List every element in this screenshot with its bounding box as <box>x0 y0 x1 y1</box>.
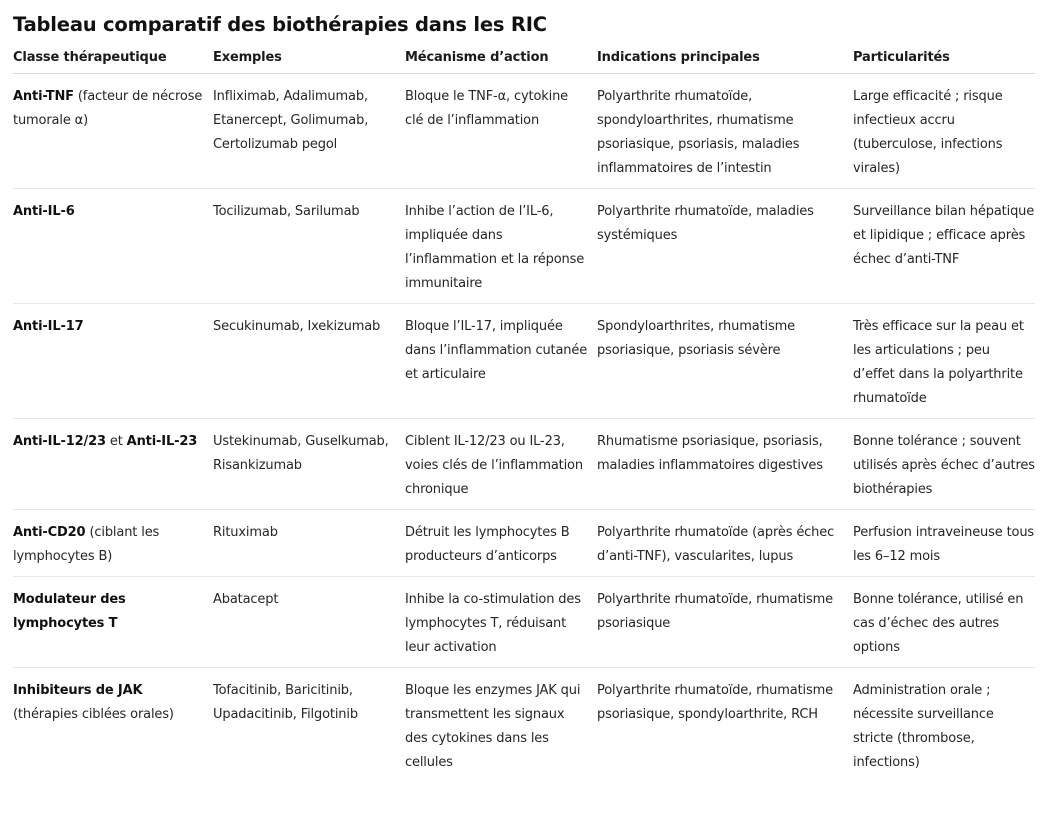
exemples-text: Infliximab, Adalimumab, Etanercept, Golimumab, Certolizumab pegol <box>213 89 369 152</box>
indications-text: Polyarthrite rhumatoïde, rhumatisme psoriasique, spondyloarthrite, RCH <box>597 683 833 722</box>
cell-particularites <box>853 577 1035 668</box>
indications-text: Rhumatisme psoriasique, psoriasis, maladies inflammatoires digestives <box>597 434 823 473</box>
cell-classe <box>13 668 213 783</box>
classe-name: Anti-IL-12/23 <box>13 434 106 449</box>
indications-text: Spondyloarthrites, rhumatisme psoriasique, psoriasis sévère <box>597 319 795 358</box>
cell-mecanisme <box>405 577 597 668</box>
mecanisme-text: Inhibe l’action de l’IL-6, impliquée dans l’inflammation et la réponse immunitaire <box>405 204 585 291</box>
particularites-text: Administration orale ; nécessite surveillance stricte (thrombose, infections) <box>853 683 994 770</box>
table-header-row <box>13 46 1035 74</box>
cell-exemples <box>213 189 405 304</box>
column-header-classe: Classe thérapeutique <box>13 46 213 74</box>
particularites-text: Bonne tolérance ; souvent utilisés après échec d’autres biothérapies <box>853 434 1035 497</box>
indications-text: Polyarthrite rhumatoïde, spondyloarthrites, rhumatisme psoriasique, psoriasis, maladies inflammatoires de l’intestin <box>597 89 800 176</box>
cell-mecanisme <box>405 668 597 783</box>
classe-connector: et <box>105 434 127 449</box>
comparison-table <box>13 46 1035 782</box>
cell-classe <box>13 510 213 577</box>
cell-indications <box>597 510 853 577</box>
cell-indications <box>597 419 853 510</box>
exemples-text: Tocilizumab, Sarilumab <box>213 204 360 219</box>
indications-text: Polyarthrite rhumatoïde, maladies systémiques <box>597 204 814 243</box>
cell-exemples <box>213 74 405 189</box>
cell-particularites <box>853 668 1035 783</box>
cell-exemples <box>213 510 405 577</box>
table-row <box>13 577 1035 668</box>
classe-name: Anti-TNF <box>13 89 74 104</box>
table-row <box>13 510 1035 577</box>
cell-exemples <box>213 668 405 783</box>
mecanisme-text: Détruit les lymphocytes B producteurs d’anticorps <box>405 525 570 564</box>
classe-name: Modulateur des lymphocytes T <box>13 592 126 631</box>
particularites-text: Surveillance bilan hépatique et lipidique ; efficace après échec d’anti-TNF <box>853 204 1035 267</box>
particularites-text: Perfusion intraveineuse tous les 6–12 mois <box>853 525 1035 564</box>
exemples-text: Ustekinumab, Guselkumab, Risankizumab <box>213 434 389 473</box>
cell-indications <box>597 74 853 189</box>
mecanisme-text: Inhibe la co-stimulation des lymphocytes T, réduisant leur activation <box>405 592 581 655</box>
cell-exemples <box>213 577 405 668</box>
cell-particularites <box>853 189 1035 304</box>
table-row <box>13 304 1035 419</box>
column-header-exemples: Exemples <box>213 46 405 74</box>
classe-note: (facteur de nécrose tumorale α) <box>13 89 203 128</box>
table-row <box>13 189 1035 304</box>
cell-mecanisme <box>405 304 597 419</box>
classe-name: Anti-IL-6 <box>13 204 75 219</box>
mecanisme-text: Bloque le TNF-α, cytokine clé de l’inflammation <box>405 89 569 128</box>
exemples-text: Secukinumab, Ixekizumab <box>213 319 381 334</box>
mecanisme-text: Bloque l’IL-17, impliquée dans l’inflammation cutanée et articulaire <box>405 319 588 382</box>
column-header-indications: Indications principales <box>597 46 853 74</box>
table-row <box>13 668 1035 783</box>
cell-indications <box>597 668 853 783</box>
cell-indications <box>597 304 853 419</box>
classe-name: Inhibiteurs de JAK <box>13 683 143 698</box>
cell-classe <box>13 419 213 510</box>
classe-note: (ciblant les lymphocytes B) <box>13 525 160 564</box>
page-title: Tableau comparatif des biothérapies dans les RIC <box>13 13 547 36</box>
cell-indications <box>597 189 853 304</box>
cell-mecanisme <box>405 419 597 510</box>
classe-note: (thérapies ciblées orales) <box>13 707 174 722</box>
column-header-particularites: Particularités <box>853 46 1035 74</box>
cell-exemples <box>213 419 405 510</box>
cell-classe <box>13 74 213 189</box>
table-row <box>13 419 1035 510</box>
cell-particularites <box>853 74 1035 189</box>
cell-classe <box>13 577 213 668</box>
exemples-text: Abatacept <box>213 592 279 607</box>
cell-classe <box>13 189 213 304</box>
particularites-text: Très efficace sur la peau et les articulations ; peu d’effet dans la polyarthrite rhumatoïde <box>853 319 1024 406</box>
particularites-text: Bonne tolérance, utilisé en cas d’échec des autres options <box>853 592 1024 655</box>
indications-text: Polyarthrite rhumatoïde, rhumatisme psoriasique <box>597 592 833 631</box>
exemples-text: Tofacitinib, Baricitinib, Upadacitinib, Filgotinib <box>213 683 358 722</box>
cell-classe <box>13 304 213 419</box>
classe-name-secondary: Anti-IL-23 <box>126 434 198 449</box>
column-header-mecanisme: Mécanisme d’action <box>405 46 597 74</box>
indications-text: Polyarthrite rhumatoïde (après échec d’anti-TNF), vascularites, lupus <box>597 525 835 564</box>
cell-exemples <box>213 304 405 419</box>
cell-mecanisme <box>405 74 597 189</box>
cell-particularites <box>853 510 1035 577</box>
particularites-text: Large efficacité ; risque infectieux accru (tuberculose, infections virales) <box>853 89 1003 176</box>
exemples-text: Rituximab <box>213 525 278 540</box>
cell-particularites <box>853 304 1035 419</box>
classe-name: Anti-CD20 <box>13 525 86 540</box>
table-row <box>13 74 1035 189</box>
cell-mecanisme <box>405 510 597 577</box>
cell-indications <box>597 577 853 668</box>
classe-name: Anti-IL-17 <box>13 319 84 334</box>
cell-mecanisme <box>405 189 597 304</box>
cell-particularites <box>853 419 1035 510</box>
mecanisme-text: Bloque les enzymes JAK qui transmettent les signaux des cytokines dans les cellules <box>405 683 581 770</box>
mecanisme-text: Ciblent IL-12/23 ou IL-23, voies clés de l’inflammation chronique <box>405 434 583 497</box>
